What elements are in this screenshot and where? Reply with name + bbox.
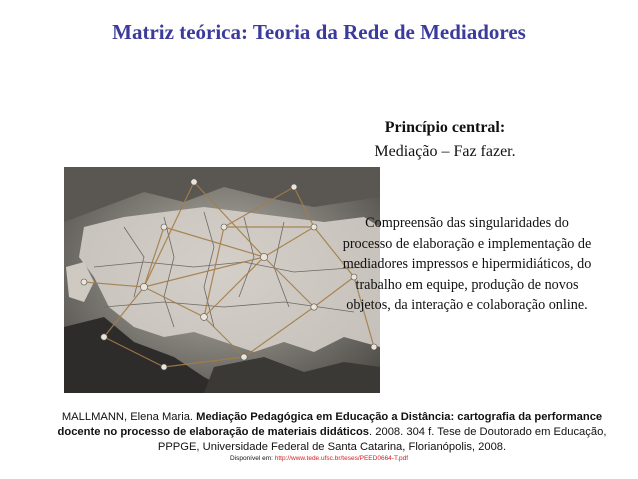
europe-map-network-photo	[64, 167, 380, 393]
citation-title: Mediação Pedagógica em Educação a Distância: cartografia da performance docente no processo de elaboração de materiais didáticos	[57, 411, 603, 438]
principle-text: Mediação – Faz fazer.	[374, 143, 516, 160]
principle-heading: Princípio central:	[384, 119, 506, 136]
source-label: Disponível em:	[229, 455, 275, 462]
citation	[54, 410, 610, 455]
citation-author: MALLMANN, Elena Maria.	[61, 411, 197, 423]
slide-title-text: Matriz teórica: Teoria da Rede de Mediadores	[112, 20, 526, 44]
source-link[interactable]: http://www.tede.ufsc.br/teses/PEED0664-T.pdf	[274, 455, 409, 462]
map-illustration	[64, 167, 380, 393]
body-text: Compreensão das singularidades do processo de elaboração e implementação de mediadores impressos e hipermidiáticos, do trabalho em equipe, produção de novos objetos, da interação e colaboração online.	[342, 215, 592, 313]
citation-details: . 2008. 304 f. Tese de Doutorado em Educação, PPPGE, Universidade Federal de Santa Catarina, Florianópolis, 2008.	[157, 426, 607, 453]
slide-title	[0, 20, 638, 45]
source-line	[0, 455, 638, 462]
